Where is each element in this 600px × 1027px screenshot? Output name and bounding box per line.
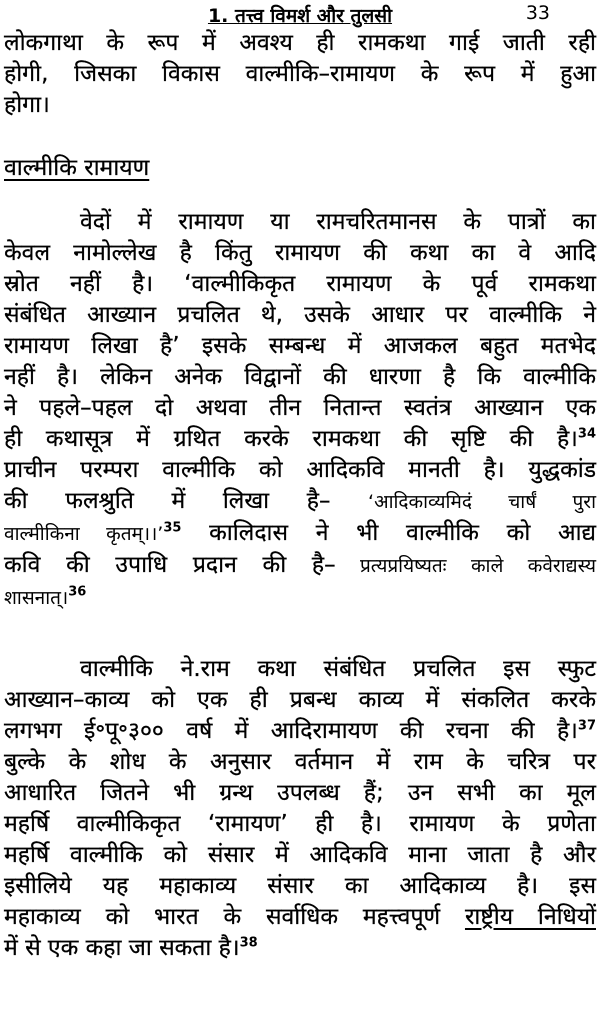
text-line: आधारित जितने भी ग्रन्थ उपलब्ध हैं; उन सभी का मूल [4,780,596,806]
sanskrit-quote: प्रत्यप्रयिष्यतः काले कवेराद्यस्य [335,555,596,577]
paragraph-1 [4,28,596,121]
text-run: लगभग ई॰पू॰३०० वर्ष में आदिरामायण की रचना की है। [4,718,578,744]
paragraph-gap [4,614,596,654]
footnote-marker: 34 [577,426,596,442]
section-heading [4,153,596,184]
text-line: महर्षि वाल्मीकि को संसार में आदिकवि माना जाता है और [4,842,596,868]
text-run: की फलश्रुति में लिखा है– [4,488,331,514]
text-line: संबंधित आख्यान प्रचलित थे, उसके आधार पर वाल्मीकि ने [4,302,596,328]
section-heading-text: वाल्मीकि रामायण [4,155,150,181]
text-line: बुल्के के शोध के अनुसार वर्तमान में राम के चरित्र पर [4,749,596,775]
text-run: में से एक कहा जा सकता है। [4,935,240,961]
text-line: इसीलिये यह महाकाव्य संसार का आदिकाव्य है। इस [4,873,596,899]
text-line [4,550,596,582]
running-header [4,0,596,28]
chapter-title: 1. तत्त्व विमर्श और तुलसी [207,5,393,27]
text-line: ने पहले–पहल दो अथवा तीन नितान्त स्वतंत्र आख्यान एक [4,395,596,421]
text-line: वाल्मीकि ने.राम कथा संबंधित प्रचलित इस स्फुट [80,656,596,682]
text-line [4,518,596,550]
text-line [4,424,596,455]
footnote-marker: 35 [163,520,182,536]
text-line: होगी, जिसका विकास वाल्मीकि–रामायण के रूप में हुआ [4,61,596,87]
text-line [4,486,596,518]
paragraph-2 [4,207,596,614]
text-line [4,716,596,747]
text-run: ही कथासूत्र में ग्रथित करके रामकथा की सृष्टि की है। [4,426,578,452]
text-run: कवि की उपाधि प्रदान की है– [4,552,336,578]
text-line: वेदों में रामायण या रामचरितमानस के पात्रों का [80,209,596,235]
text-line: स्रोत नहीं है। ‘वाल्मीकिकृत रामायण के पूर्व रामकथा [4,271,596,297]
text-line [4,902,596,933]
text-line: महर्षि वाल्मीकिकृत ‘रामायण’ ही है। रामायण के प्रणेता [4,811,596,837]
text-run: कालिदास ने भी वाल्मीकि को आद्य [181,520,596,546]
text-run: महाकाव्य को भारत के सर्वाधिक महत्त्वपूर्ण [4,904,465,930]
text-line [4,933,596,964]
sanskrit-quote: ‘आदिकाव्यमिदं चार्षं पुरा [368,491,597,513]
paragraph-3 [4,654,596,964]
sanskrit-quote: वाल्मीकिना कृतम्।।’ [4,523,164,545]
text-line: नहीं है। लेकिन अनेक विद्वानों की धारणा है कि वाल्मीकि [4,364,596,390]
text-line: प्राचीन परम्परा वाल्मीकि को आदिकवि मानती है। युद्धकांड [4,457,596,483]
footnote-marker: 37 [577,718,596,734]
text-line: होगा। [4,92,50,118]
text-line: केवल नामोल्लेख है किंतु रामायण की कथा का वे आदि [4,240,596,266]
page-number: 33 [525,2,550,24]
underlined-phrase: राष्ट्रीय निधियों [464,904,596,930]
footnote-marker: 36 [68,584,87,600]
text-line [4,582,596,614]
sanskrit-quote: शासनात्। [4,587,69,609]
text-line: रामायण लिखा है’ इसके सम्बन्ध में आजकल बहुत मतभेद [4,333,596,359]
footnote-marker: 38 [239,935,258,951]
text-line: आख्यान–काव्य को एक ही प्रबन्ध काव्य में संकलित करके [4,687,596,713]
text-line: लोकगाथा के रूप में अवश्य ही रामकथा गाई जाती रही [4,30,596,56]
